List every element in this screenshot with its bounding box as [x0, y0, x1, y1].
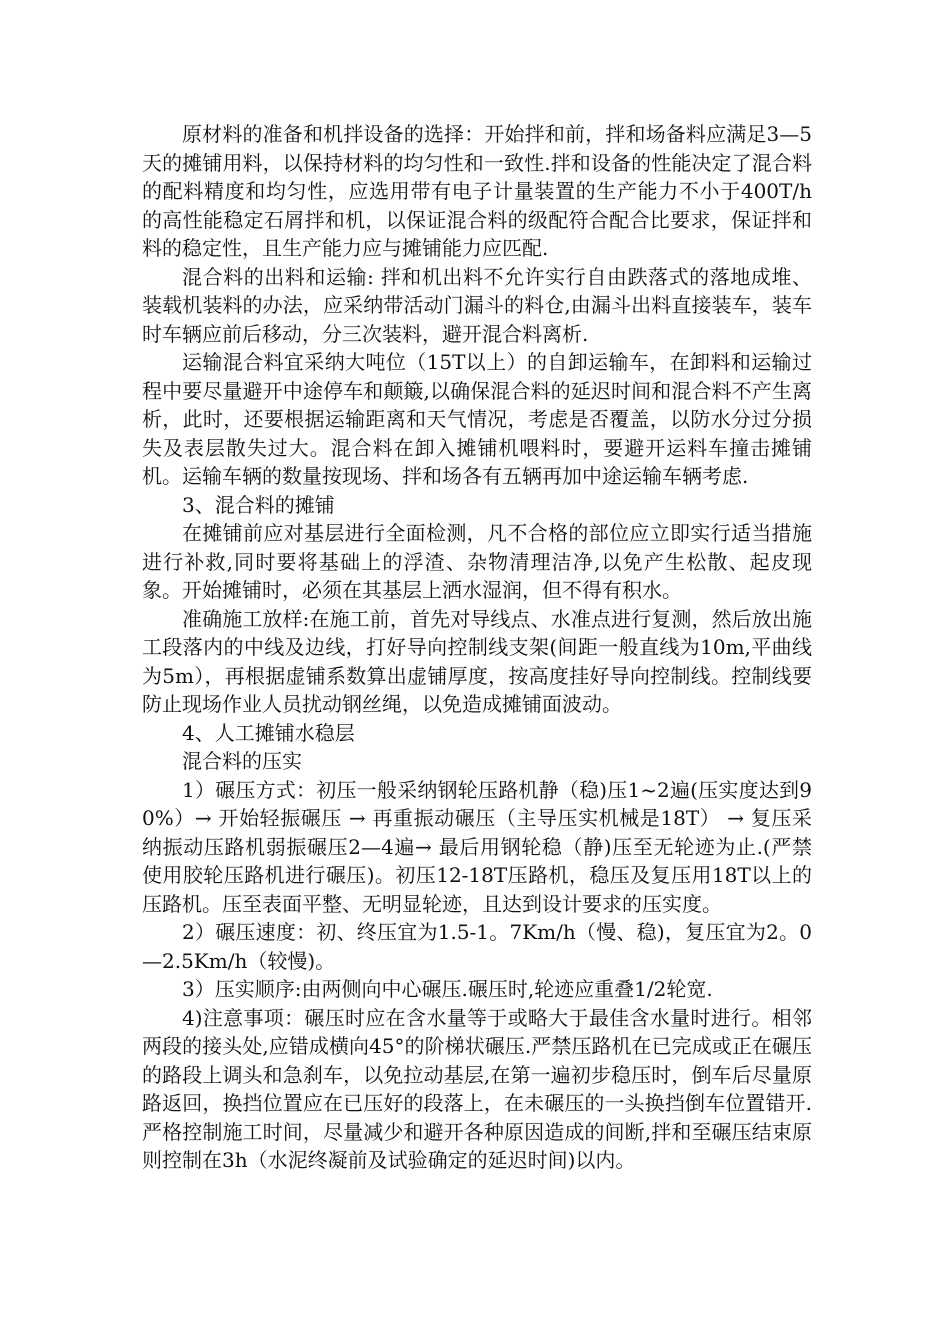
paragraph-compaction-order: 3）压实顺序:由两侧向中心碾压.碾压时,轮迹应重叠1/2轮宽. — [182, 977, 713, 1001]
section-heading-paving: 3、混合料的摊铺 — [182, 492, 335, 517]
paragraph-precautions: 4)注意事项：碾压时应在含水量等于或略大于最佳含水量时进行。相邻两段的接头处,应错成横向45°的阶梯状碾压.严禁压路机在已完成或正在碾压的路段上调头和急刹车，以免拉动基层,在第一遍初步稳压时，倒车后尽量原路返回，换挡位置应在已压好的段落上，在未碾压的一头换挡倒车位置错开.严格控制施工时间，尽量减少和避开各种原因造成的间断,拌和至碾压结束原则控制在3h（水泥终凝前及试验确定的延迟时间)以内。 — [142, 1005, 812, 1172]
document-body — [142, 120, 812, 1175]
paragraph-mix-output-transport: 混合料的出料和运输: 拌和机出料不允许实行自由跌落式的落地成堆、装载机装料的办法，应采纳带活动门漏斗的料仓,由漏斗出料直接装车，装车时车辆应前后移动，分三次装料，避开混合料离析. — [142, 264, 812, 346]
paragraph-layout-staking: 准确施工放样:在施工前，首先对导线点、水准点进行复测，然后放出施工段落内的中线及边线，打好导向控制线支架(间距一般直线为10m,平曲线为5m），再根据虚铺系数算出虚铺厚度，按高度挂好导向控制线。控制线要防止现场作业人员扰动钢丝绳，以免造成摊铺面波动。 — [142, 606, 812, 716]
paragraph-transport-vehicles: 运输混合料宜采纳大吨位（15T以上）的自卸运输车，在卸料和运输过程中要尽量避开中途停车和颠簸,以确保混合料的延迟时间和混合料不产生离析，此时，还要根据运输距离和天气情况，考虑是否覆盖，以防水分过分损失及表层散失过大。混合料在卸入摊铺机喂料时，要避开运料车撞击摊铺机。运输车辆的数量按现场、拌和场各有五辆再加中途运输车辆考虑. — [142, 350, 812, 488]
paragraph-raw-materials: 原材料的准备和机拌设备的选择：开始拌和前，拌和场备料应满足3—5天的摊铺用料，以保持材料的均匀性和一致性.拌和设备的性能决定了混合料的配料精度和均匀性，应选用带有电子计量装置的生产能力不小于400T/h的高性能稳定石屑拌和机，以保证混合料的级配符合配合比要求，保证拌和料的稳定性，且生产能力应与摊铺能力应匹配. — [142, 122, 812, 260]
paragraph-rolling-method: 1）碾压方式：初压一般采纳钢轮压路机静（稳)压1~2遍(压实度达到90%）→ 开始轻振碾压 → 再重振动碾压（主导压实机械是18T） → 复压采纳振动压路机弱振碾压2—4遍→ 最后用钢轮稳（静)压至无轮迹为止.(严禁使用胶轮压路机进行碾压)。初压12-18T压路机，稳压及复压用18T以上的压路机。压至表面平整、无明显轮迹，且达到设计要求的压实度。 — [142, 777, 812, 916]
paragraph-base-inspection: 在摊铺前应对基层进行全面检测，凡不合格的部位应立即实行适当措施进行补救,同时要将基础上的浮渣、杂物清理洁净,以免产生松散、起皮现象。开始摊铺时，必须在其基层上洒水湿润，但不得有积水。 — [142, 521, 812, 602]
subheading-compaction: 混合料的压实 — [182, 749, 302, 773]
section-heading-manual-paving: 4、人工摊铺水稳层 — [182, 720, 355, 745]
paragraph-rolling-speed: 2）碾压速度：初、终压宜为1.5-1。7Km/h（慢、稳)，复压宜为2。0—2.5Km/h（较慢)。 — [142, 920, 812, 973]
